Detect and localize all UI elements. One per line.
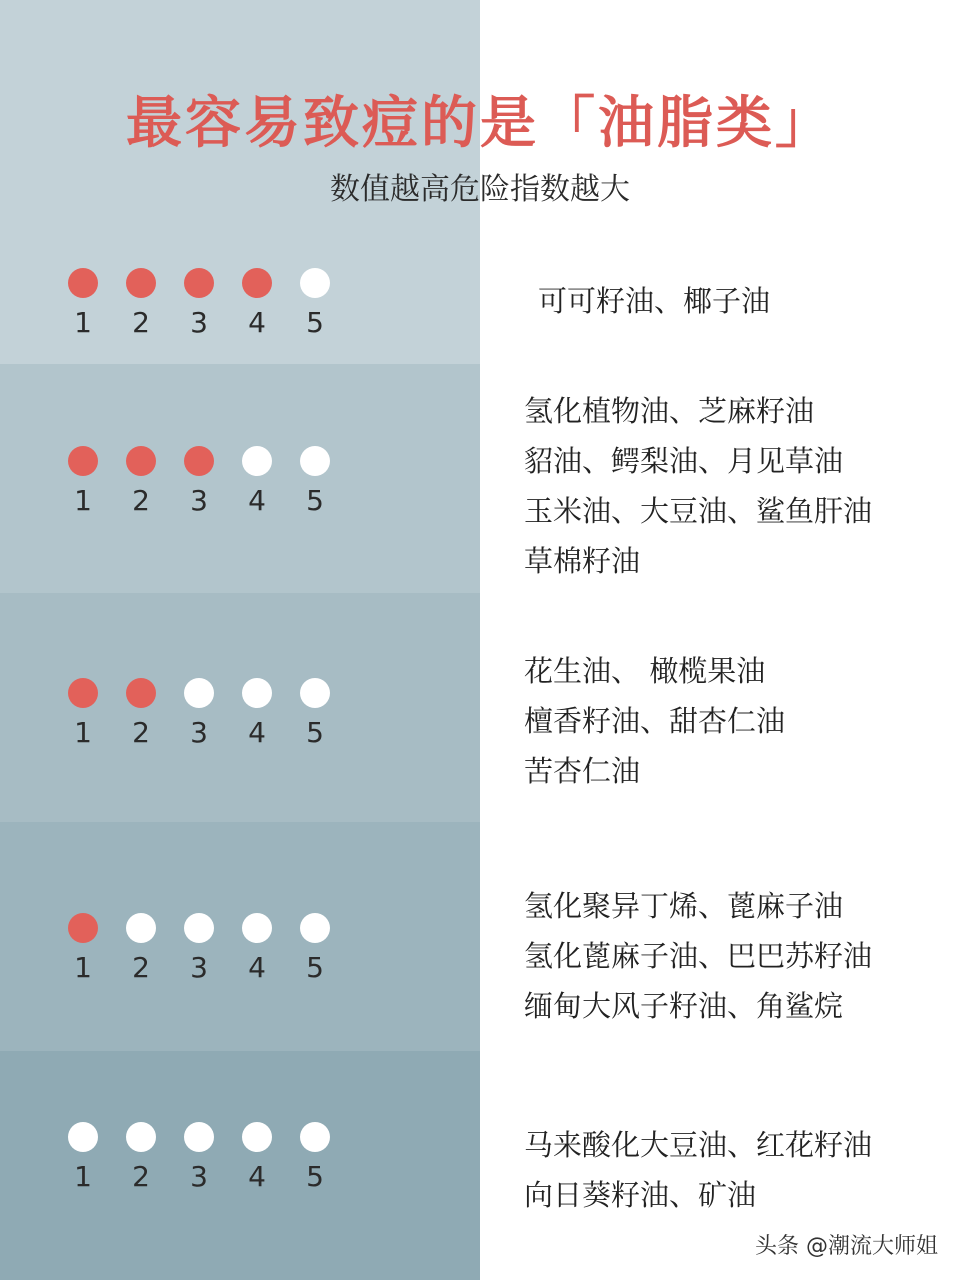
empty-rating-dot	[242, 1122, 272, 1152]
rating-number: 2	[132, 951, 150, 984]
rating-number: 5	[306, 484, 324, 517]
empty-rating-dot	[242, 446, 272, 476]
empty-rating-dot	[300, 1122, 330, 1152]
empty-rating-dot	[300, 268, 330, 298]
empty-rating-dot	[300, 678, 330, 708]
watermark: 头条 @潮流大师姐	[755, 1234, 938, 1259]
empty-rating-dot	[184, 1122, 214, 1152]
filled-rating-dot	[68, 446, 98, 476]
rating-number: 2	[132, 1160, 150, 1193]
oil-line: 氢化蓖麻子油、巴巴苏籽油	[524, 939, 873, 973]
rating-number: 4	[248, 306, 266, 339]
rating-number: 5	[306, 951, 324, 984]
filled-rating-dot	[242, 268, 272, 298]
empty-rating-dot	[126, 913, 156, 943]
filled-rating-dot	[68, 678, 98, 708]
empty-rating-dot	[242, 913, 272, 943]
oil-line: 氢化聚异丁烯、蓖麻子油	[524, 889, 844, 923]
oil-line: 向日葵籽油、矿油	[524, 1178, 757, 1212]
rating-dots	[68, 1122, 368, 1202]
oil-line: 可可籽油、椰子油	[538, 284, 771, 318]
oil-line: 马来酸化大豆油、红花籽油	[524, 1128, 873, 1162]
oil-list	[524, 646, 944, 796]
filled-rating-dot	[184, 446, 214, 476]
oil-list	[524, 881, 944, 1031]
rating-number: 3	[190, 484, 208, 517]
rating-number: 5	[306, 306, 324, 339]
empty-rating-dot	[300, 913, 330, 943]
rating-number: 1	[74, 951, 92, 984]
rating-number: 5	[306, 1160, 324, 1193]
rating-number: 2	[132, 306, 150, 339]
oil-line: 草棉籽油	[524, 544, 641, 578]
rating-dots	[68, 446, 368, 526]
oil-line: 貂油、鳄梨油、月见草油	[524, 444, 844, 478]
empty-rating-dot	[184, 913, 214, 943]
rating-number: 4	[248, 484, 266, 517]
rating-number: 2	[132, 484, 150, 517]
oil-line: 玉米油、大豆油、鲨鱼肝油	[524, 494, 873, 528]
filled-rating-dot	[68, 268, 98, 298]
empty-rating-dot	[68, 1122, 98, 1152]
rating-number: 1	[74, 716, 92, 749]
page-title: 最容易致痘的是「油脂类」	[126, 91, 834, 156]
rating-dots	[68, 678, 368, 758]
rating-number: 3	[190, 1160, 208, 1193]
empty-rating-dot	[300, 446, 330, 476]
empty-rating-dot	[126, 1122, 156, 1152]
oil-line: 檀香籽油、甜杏仁油	[524, 704, 786, 738]
oil-list	[524, 1120, 944, 1220]
rating-number: 5	[306, 716, 324, 749]
oil-line: 氢化植物油、芝麻籽油	[524, 394, 815, 428]
rating-number: 3	[190, 716, 208, 749]
oil-line: 缅甸大风子籽油、角鲨烷	[524, 989, 844, 1023]
empty-rating-dot	[184, 678, 214, 708]
oil-list	[524, 386, 944, 586]
rating-dots	[68, 268, 368, 348]
empty-rating-dot	[242, 678, 272, 708]
rating-number: 3	[190, 951, 208, 984]
rating-number: 4	[248, 716, 266, 749]
rating-number: 4	[248, 1160, 266, 1193]
filled-rating-dot	[68, 913, 98, 943]
filled-rating-dot	[126, 446, 156, 476]
rating-number: 1	[74, 306, 92, 339]
rating-number: 3	[190, 306, 208, 339]
filled-rating-dot	[126, 678, 156, 708]
rating-number: 1	[74, 1160, 92, 1193]
rating-number: 1	[74, 484, 92, 517]
filled-rating-dot	[184, 268, 214, 298]
rating-dots	[68, 913, 368, 993]
rating-number: 4	[248, 951, 266, 984]
oil-list	[524, 276, 944, 326]
filled-rating-dot	[126, 268, 156, 298]
page-subtitle: 数值越高危险指数越大	[330, 172, 630, 207]
oil-line: 苦杏仁油	[524, 754, 641, 788]
rating-number: 2	[132, 716, 150, 749]
oil-line: 花生油、 橄榄果油	[524, 654, 766, 688]
